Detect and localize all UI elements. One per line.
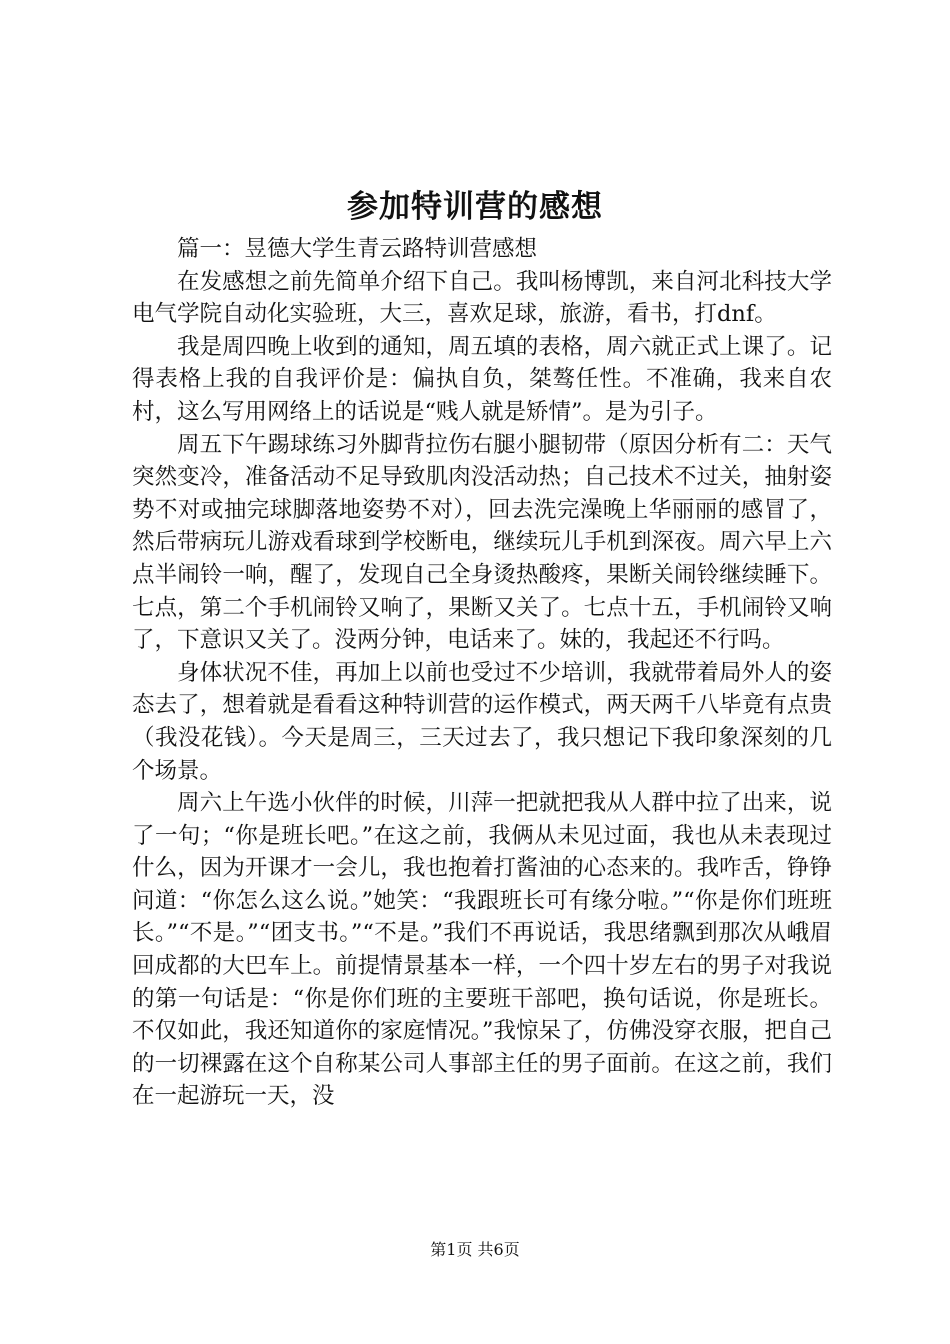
- paragraph-health: 身体状况不佳，再加上以前也受过不少培训，我就带着局外人的姿态去了，想着就是看看这种特训营的运作模式，两天两千八毕竟有点贵（我没花钱）。今天是周三，三天过去了，我只想记下我印象深刻的几个场景。: [132, 659, 832, 784]
- paragraph-notice: 我是周四晚上收到的通知，周五填的表格，周六就正式上课了。记得表格上我的自我评价是：偏执自负，桀骜任性。不准确，我来自农村，这么写用网络上的话说是“贱人就是矫情”。是为引子。: [132, 333, 832, 425]
- paragraph-section-heading: 篇一：昱德大学生青云路特训营感想: [177, 236, 538, 262]
- document-title: 参加特训营的感想: [347, 189, 603, 225]
- paragraph-saturday: 周六上午选小伙伴的时候，川萍一把就把我从人群中拉了出来，说了一句；“你是班长吧。”在这之前，我俩从未见过面，我也从未表现过什么，因为开课才一会儿，我也抱着打酱油的心态来的。我咋舌，铮铮问道：“你怎么这么说。”她笑：“我跟班长可有缘分啦。”“你是你们班班长。”“不是。”“团支书。”“不是。”我们不再说话，我思绪飘到那次从峨眉回成都的大巴车上。前提情景基本一样，一个四十岁左右的男子对我说的第一句话是：“你是你们班的主要班干部吧，换句话说，你是班长。不仅如此，我还知道你的家庭情况。”我惊呆了，仿佛没穿衣服，把自己的一切裸露在这个自称某公司人事部主任的男子面前。在这之前，我们在一起游玩一天，没: [132, 790, 832, 1110]
- paragraph-intro: 在发感想之前先简单介绍下自己。我叫杨博凯，来自河北科技大学电气学院自动化实验班，大三，喜欢足球，旅游，看书，打dnf。: [132, 268, 832, 328]
- paragraph-friday: 周五下午踢球练习外脚背拉伤右腿小腿韧带（原因分析有二：天气突然变冷，准备活动不足导致肌肉没活动热；自己技术不过关，抽射姿势不对或抽完球脚落地姿势不对），回去洗完澡晚上华丽丽的感冒了，然后带病玩儿游戏看球到学校断电，继续玩儿手机到深夜。周六早上六点半闹铃一响，醒了，发现自己全身烫热酸疼，果断关闹铃继续睡下。七点，第二个手机闹铃又响了，果断又关了。七点十五，手机闹铃又响了，下意识又关了。没两分钟，电话来了。妹的，我起还不行吗。: [132, 431, 832, 654]
- page-footer: 第1页 共6页: [430, 1240, 520, 1259]
- document-body: [132, 233, 832, 1113]
